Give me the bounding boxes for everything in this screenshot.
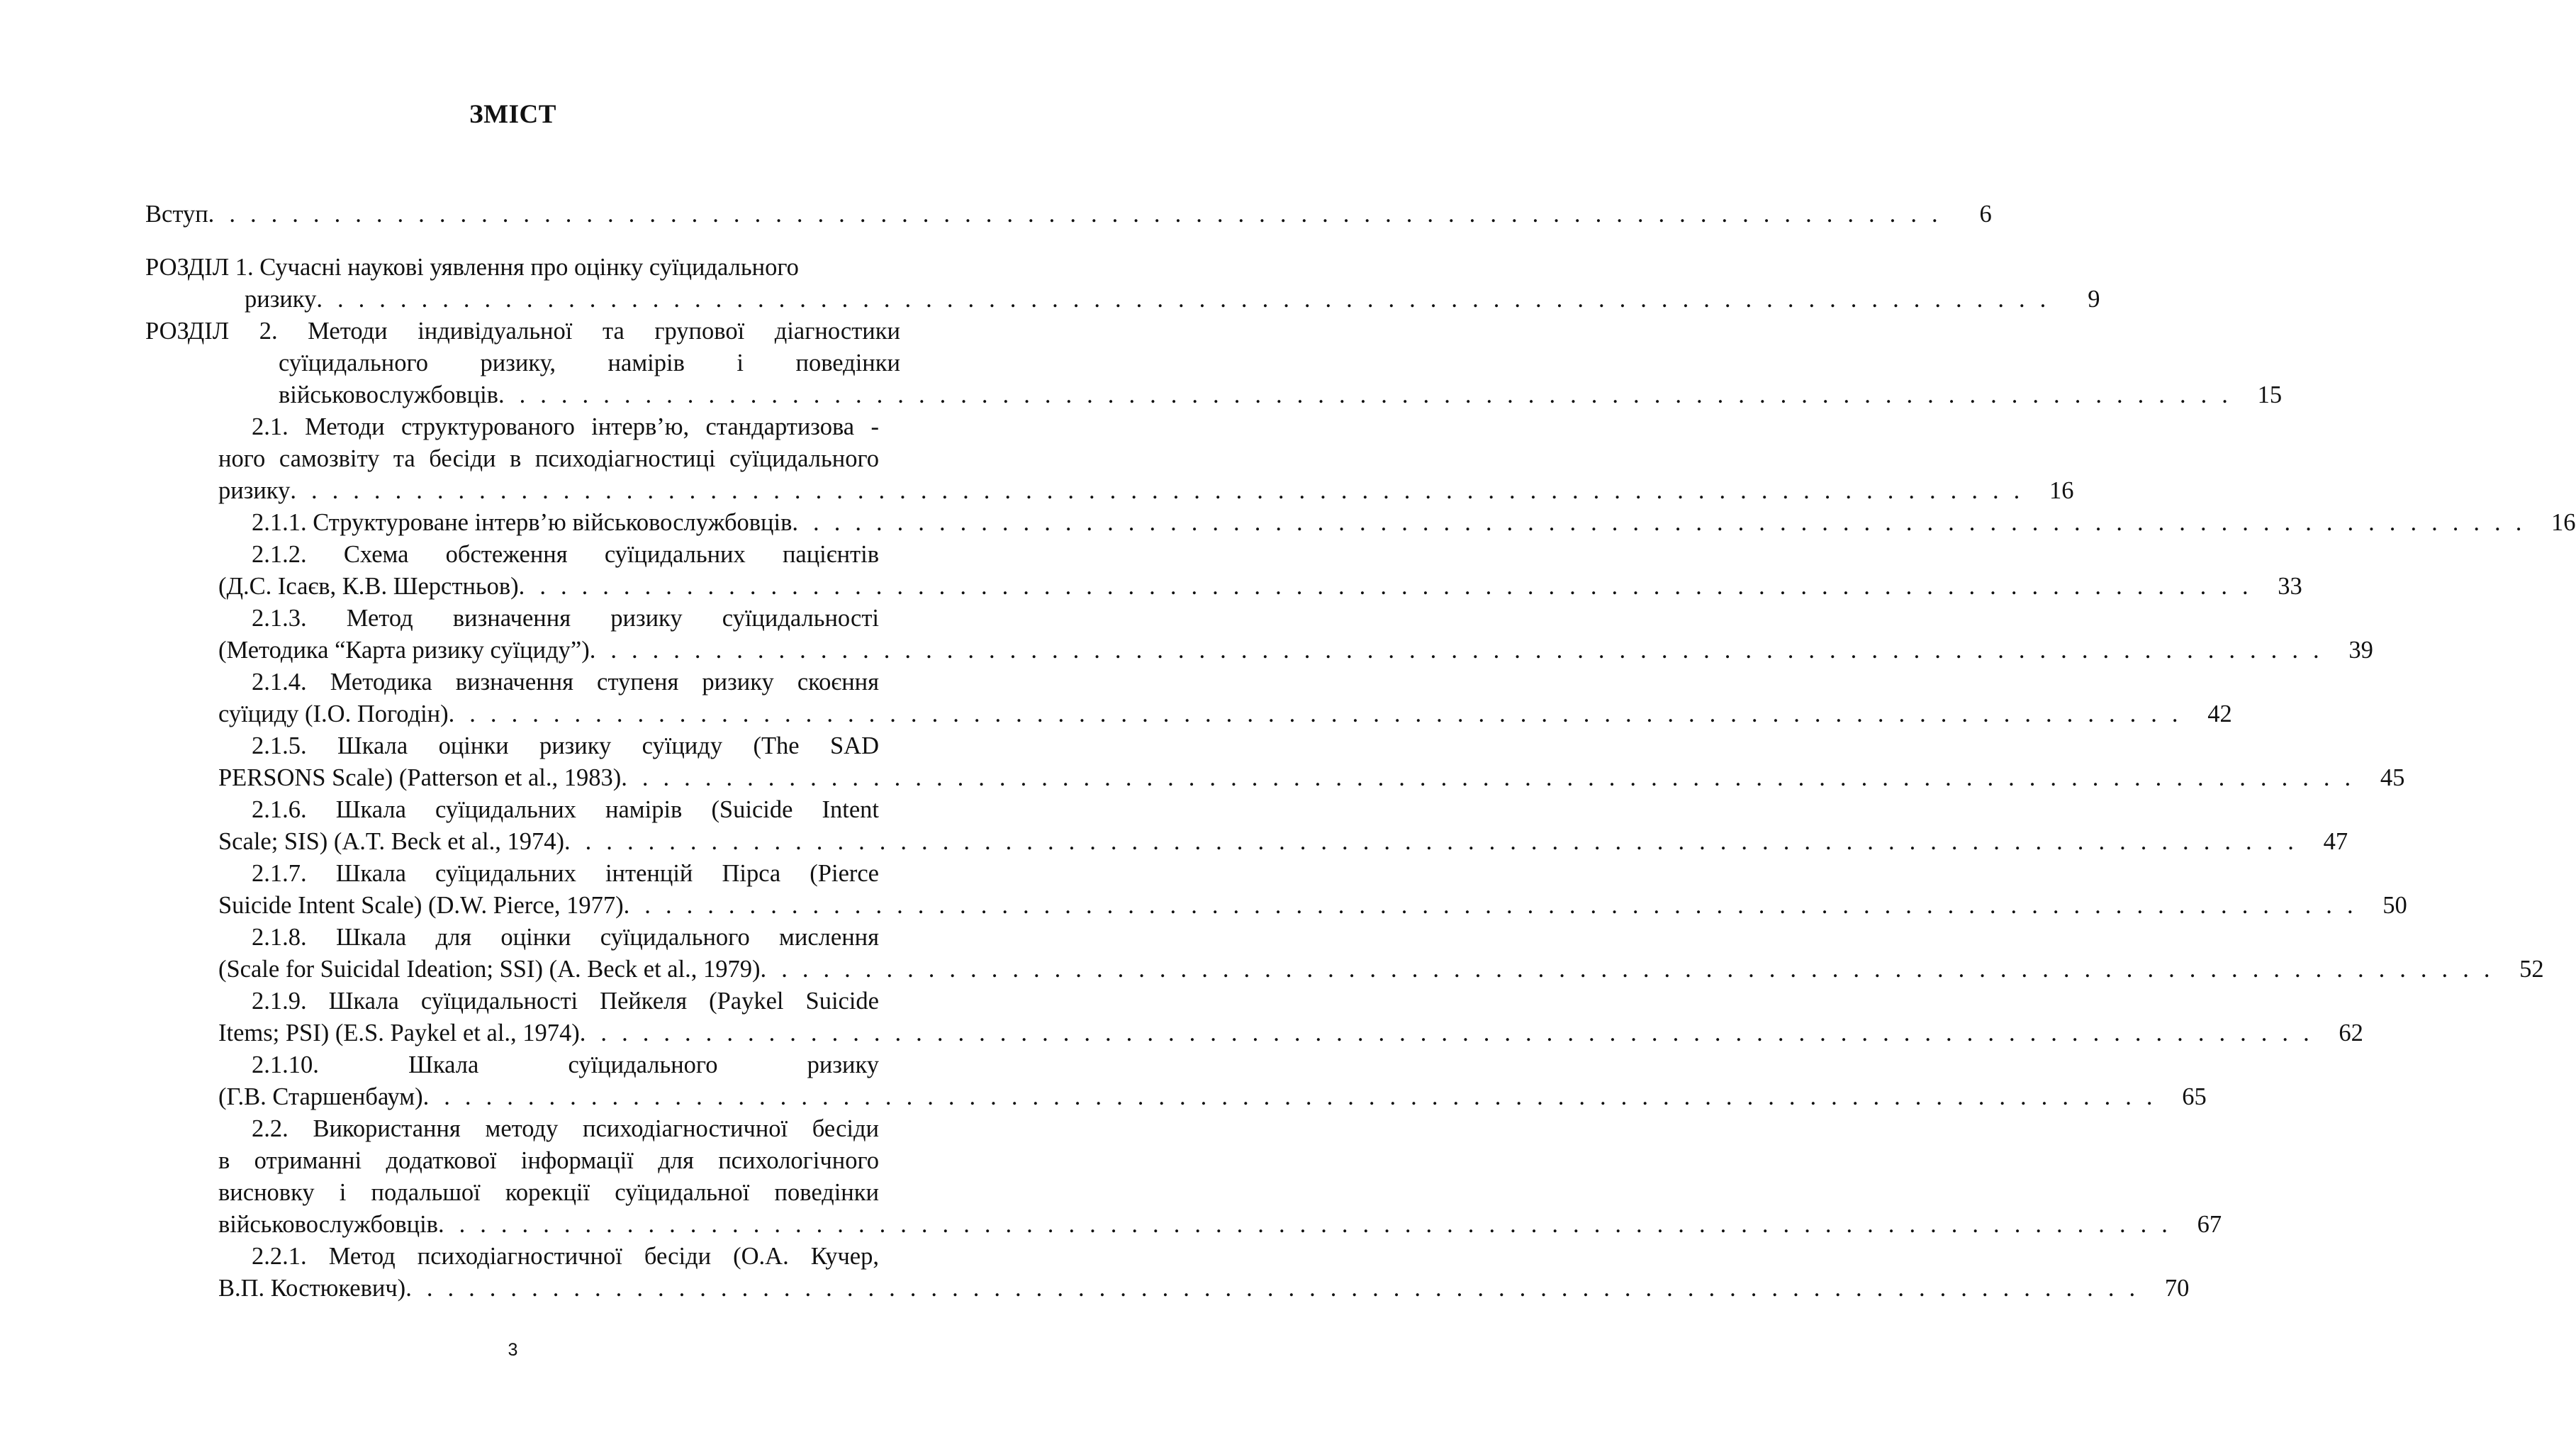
dot-leader: . . . . . . . . . . . . . . . . . . . . . . . . . . . . . . . . . . . . . . . . . . . . . . . . . . . . . . . . . . . . . . . . . . . . . . . . . . . . . . . . . . . — [448, 700, 2183, 727]
toc-page-number: 6 — [1979, 201, 1992, 228]
toc-entry-2-1-1[interactable] — [218, 507, 2576, 539]
dot-leader: . . . . . . . . . . . . . . . . . . . . . . . . . . . . . . . . . . . . . . . . . . . . . . . . . . . . . . . . . . . . . . . . . . . . . . . . . . . . . . . . . . . — [518, 573, 2253, 600]
toc-page-number: 45 — [2380, 764, 2405, 791]
toc-page-number: 33 — [2278, 573, 2302, 600]
toc-entry-text: ризику — [245, 286, 317, 313]
toc-page-number: 70 — [2164, 1275, 2190, 1302]
toc-entry-2-2[interactable] — [218, 1113, 2222, 1241]
toc-entry-text: ного самозвіту та бесіди в психодіагностиці суїцидального — [218, 445, 879, 472]
toc-entry-text: військовослужбовців — [218, 1211, 438, 1238]
toc-entry-text: 2.1.4. Методика визначення ступеня ризику скоєння — [252, 669, 879, 696]
toc-page-number: 62 — [2339, 1020, 2363, 1046]
page-number: 3 — [508, 1340, 518, 1360]
toc-entry-2-1-10[interactable] — [218, 1049, 2207, 1113]
toc-entry-text: 2.1.1. Структуроване інтерв’ю військовослужбовців — [252, 509, 793, 536]
toc-entry-text: Scale; SIS) (A.T. Beck et al., 1974) — [218, 828, 564, 855]
dot-leader: . . . . . . . . . . . . . . . . . . . . . . . . . . . . . . . . . . . . . . . . . . . . . . . . . . . . . . . . . . . . . . . . . . . . . . . . . . . . . . . . . . . — [437, 1211, 2173, 1238]
dot-leader: . . . . . . . . . . . . . . . . . . . . . . . . . . . . . . . . . . . . . . . . . . . . . . . . . . . . . . . . . . . . . . . . . . . . . . . . . . . . . . . . . . . — [589, 637, 2324, 664]
toc-entry-2-1-9[interactable] — [218, 985, 2363, 1049]
dot-leader: . . . . . . . . . . . . . . . . . . . . . . . . . . . . . . . . . . . . . . . . . . . . . . . . . . . . . . . . . . . . . . . . . . . . . . . . . . . . . . . . . . . — [405, 1275, 2140, 1302]
toc-entry-2-1-7[interactable] — [218, 858, 2407, 922]
toc-entry-text: 2.1.7. Шкала суїцидальних інтенцій Пірса (Pierce — [252, 860, 879, 887]
toc-entry-2-1-6[interactable] — [218, 794, 2348, 858]
toc-page-number: 67 — [2197, 1211, 2222, 1238]
toc-page-number: 39 — [2348, 637, 2373, 664]
toc-entry-text: В.П. Костюкевич) — [218, 1275, 406, 1302]
dot-leader: . . . . . . . . . . . . . . . . . . . . . . . . . . . . . . . . . . . . . . . . . . . . . . . . . . . . . . . . . . . . . . . . . . . . . . . . . . . . . . . . . . . — [760, 956, 2494, 983]
toc-entry-text: (Методика “Карта ризику суїциду”) — [218, 637, 590, 664]
toc-entry-text: 2.1.6. Шкала суїцидальних намірів (Suicide Intent — [252, 796, 879, 823]
toc-entry-text: 2.1.2. Схема обстеження суїцидальних пацієнтів — [252, 541, 879, 568]
toc-entry-2-1-3[interactable] — [218, 603, 2373, 666]
toc-entry-chapter-2[interactable] — [145, 315, 2283, 411]
toc-entry-text: 2.1.3. Метод визначення ризику суїцидальності — [252, 605, 879, 632]
dot-leader: . . . . . . . . . . . . . . . . . . . . . . . . . . . . . . . . . . . . . . . . . . . . . . . . . . . . . . . . . . . . . . . . . . . . . . . . . . . . . . . . . . . — [290, 477, 2025, 504]
toc-entry-text: 2.1.9. Шкала суїцидальності Пейкеля (Paykel Suicide — [252, 988, 879, 1015]
toc-entry-text: РОЗДІЛ 2. Методи індивідуальної та групової діагностики — [145, 318, 900, 345]
toc-entry-intro[interactable] — [145, 199, 1992, 230]
dot-leader: . . . . . . . . . . . . . . . . . . . . . . . . . . . . . . . . . . . . . . . . . . . . . . . . . . . . . . . . . . . . . . . . . . . . . . . . . . . . . . . . . . . — [498, 381, 2233, 408]
toc-entry-2-1-8[interactable] — [218, 922, 2544, 985]
toc-entry-text: (Д.С. Ісаєв, К.В. Шерстньов) — [218, 573, 519, 600]
toc-entry-text: (Г.В. Старшенбаум) — [218, 1083, 423, 1110]
toc-entry-2-1[interactable] — [218, 411, 2074, 507]
toc-entry-text: суїциду (І.О. Погодін) — [218, 700, 449, 727]
toc-page-number: 16 — [2049, 477, 2074, 504]
toc-page-number: 50 — [2382, 892, 2407, 919]
dot-leader: . . . . . . . . . . . . . . . . . . . . . . . . . . . . . . . . . . . . . . . . . . . . . . . . . . . . . . . . . . . . . . . . . . . . . . . . . . . . . . . . . . . — [621, 764, 2356, 791]
toc-page-number: 47 — [2323, 828, 2348, 855]
toc-entry-text: в отриманні додаткової інформації для психологічного — [218, 1147, 879, 1174]
toc-entry-text: РОЗДІЛ 1. Сучасні наукові уявлення про оцінку суїцидального — [145, 254, 799, 281]
toc-entry-text: 2.1.5. Шкала оцінки ризику суїциду (The SAD — [252, 732, 879, 759]
toc-entry-text: суїцидального ризику, намірів і поведінки — [279, 350, 900, 376]
toc-page-number: 42 — [2207, 700, 2232, 727]
toc-page-number: 15 — [2257, 381, 2283, 408]
toc-page-number: 9 — [2088, 286, 2100, 313]
dot-leader: . . . . . . . . . . . . . . . . . . . . . . . . . . . . . . . . . . . . . . . . . . . . . . . . . . . . . . . . . . . . . . . . . . . . . . . . . . . . . . . . . . . — [564, 828, 2299, 855]
toc-page-number: 16 — [2551, 509, 2576, 536]
toc-entry-text: Items; PSI) (E.S. Paykel et al., 1974) — [218, 1020, 580, 1046]
toc-entry-chapter-1[interactable] — [145, 252, 2100, 315]
toc-entry-2-1-2[interactable] — [218, 539, 2302, 603]
dot-leader: . . . . . . . . . . . . . . . . . . . . . . . . . . . . . . . . . . . . . . . . . . . . . . . . . . . . . . . . . . . . . . . . . . . . . . . . . . . . . . . . . . . — [623, 892, 2358, 919]
toc-entry-text: 2.1.10. Шкала суїцидального ризику — [252, 1051, 879, 1078]
toc-entry-text: (Scale for Suicidal Ideation; SSI) (A. Beck et al., 1979) — [218, 956, 761, 983]
dot-leader: . . . . . . . . . . . . . . . . . . . . . . . . . . . . . . . . . . . . . . . . . . . . . . . . . . . . . . . . . . . . . . . . . . . . . . . . . . . . . . . . . . . — [208, 201, 1942, 228]
toc-entry-text: висновку і подальшої корекції суїцидальної поведінки — [218, 1179, 879, 1206]
toc-entry-text: Suicide Intent Scale) (D.W. Pierce, 1977) — [218, 892, 624, 919]
toc-entry-text: 2.2. Використання методу психодіагностичної бесіди — [252, 1115, 879, 1142]
toc-entry-text: 2.2.1. Метод психодіагностичної бесіди (О.А. Кучер, — [252, 1243, 879, 1270]
toc-entry-text: 2.1.8. Шкала для оцінки суїцидального мислення — [252, 924, 879, 951]
dot-leader: . . . . . . . . . . . . . . . . . . . . . . . . . . . . . . . . . . . . . . . . . . . . . . . . . . . . . . . . . . . . . . . . . . . . . . . . . . . . . . . . . . . — [792, 509, 2526, 536]
table-of-contents — [145, 199, 2576, 1305]
dot-leader: . . . . . . . . . . . . . . . . . . . . . . . . . . . . . . . . . . . . . . . . . . . . . . . . . . . . . . . . . . . . . . . . . . . . . . . . . . . . . . . . . . . — [422, 1083, 2157, 1110]
toc-entry-text: Вступ — [145, 201, 208, 228]
toc-page-number: 52 — [2519, 956, 2544, 983]
dot-leader: . . . . . . . . . . . . . . . . . . . . . . . . . . . . . . . . . . . . . . . . . . . . . . . . . . . . . . . . . . . . . . . . . . . . . . . . . . . . . . . . . . . — [316, 286, 2051, 313]
toc-entry-text: військовослужбовців — [279, 381, 498, 408]
page-title: ЗМІСТ — [469, 100, 556, 129]
toc-entry-text: PERSONS Scale) (Patterson et al., 1983) — [218, 764, 622, 791]
toc-entry-2-1-4[interactable] — [218, 666, 2232, 730]
dot-leader: . . . . . . . . . . . . . . . . . . . . . . . . . . . . . . . . . . . . . . . . . . . . . . . . . . . . . . . . . . . . . . . . . . . . . . . . . . . . . . . . . . . — [579, 1020, 2314, 1046]
toc-entry-2-2-1[interactable] — [218, 1241, 2190, 1305]
toc-entry-2-1-5[interactable] — [218, 730, 2405, 794]
toc-entry-text: 2.1. Методи структурованого інтерв’ю, стандартизова - — [252, 413, 879, 440]
toc-entry-text: ризику — [218, 477, 291, 504]
toc-page-number: 65 — [2182, 1083, 2207, 1110]
